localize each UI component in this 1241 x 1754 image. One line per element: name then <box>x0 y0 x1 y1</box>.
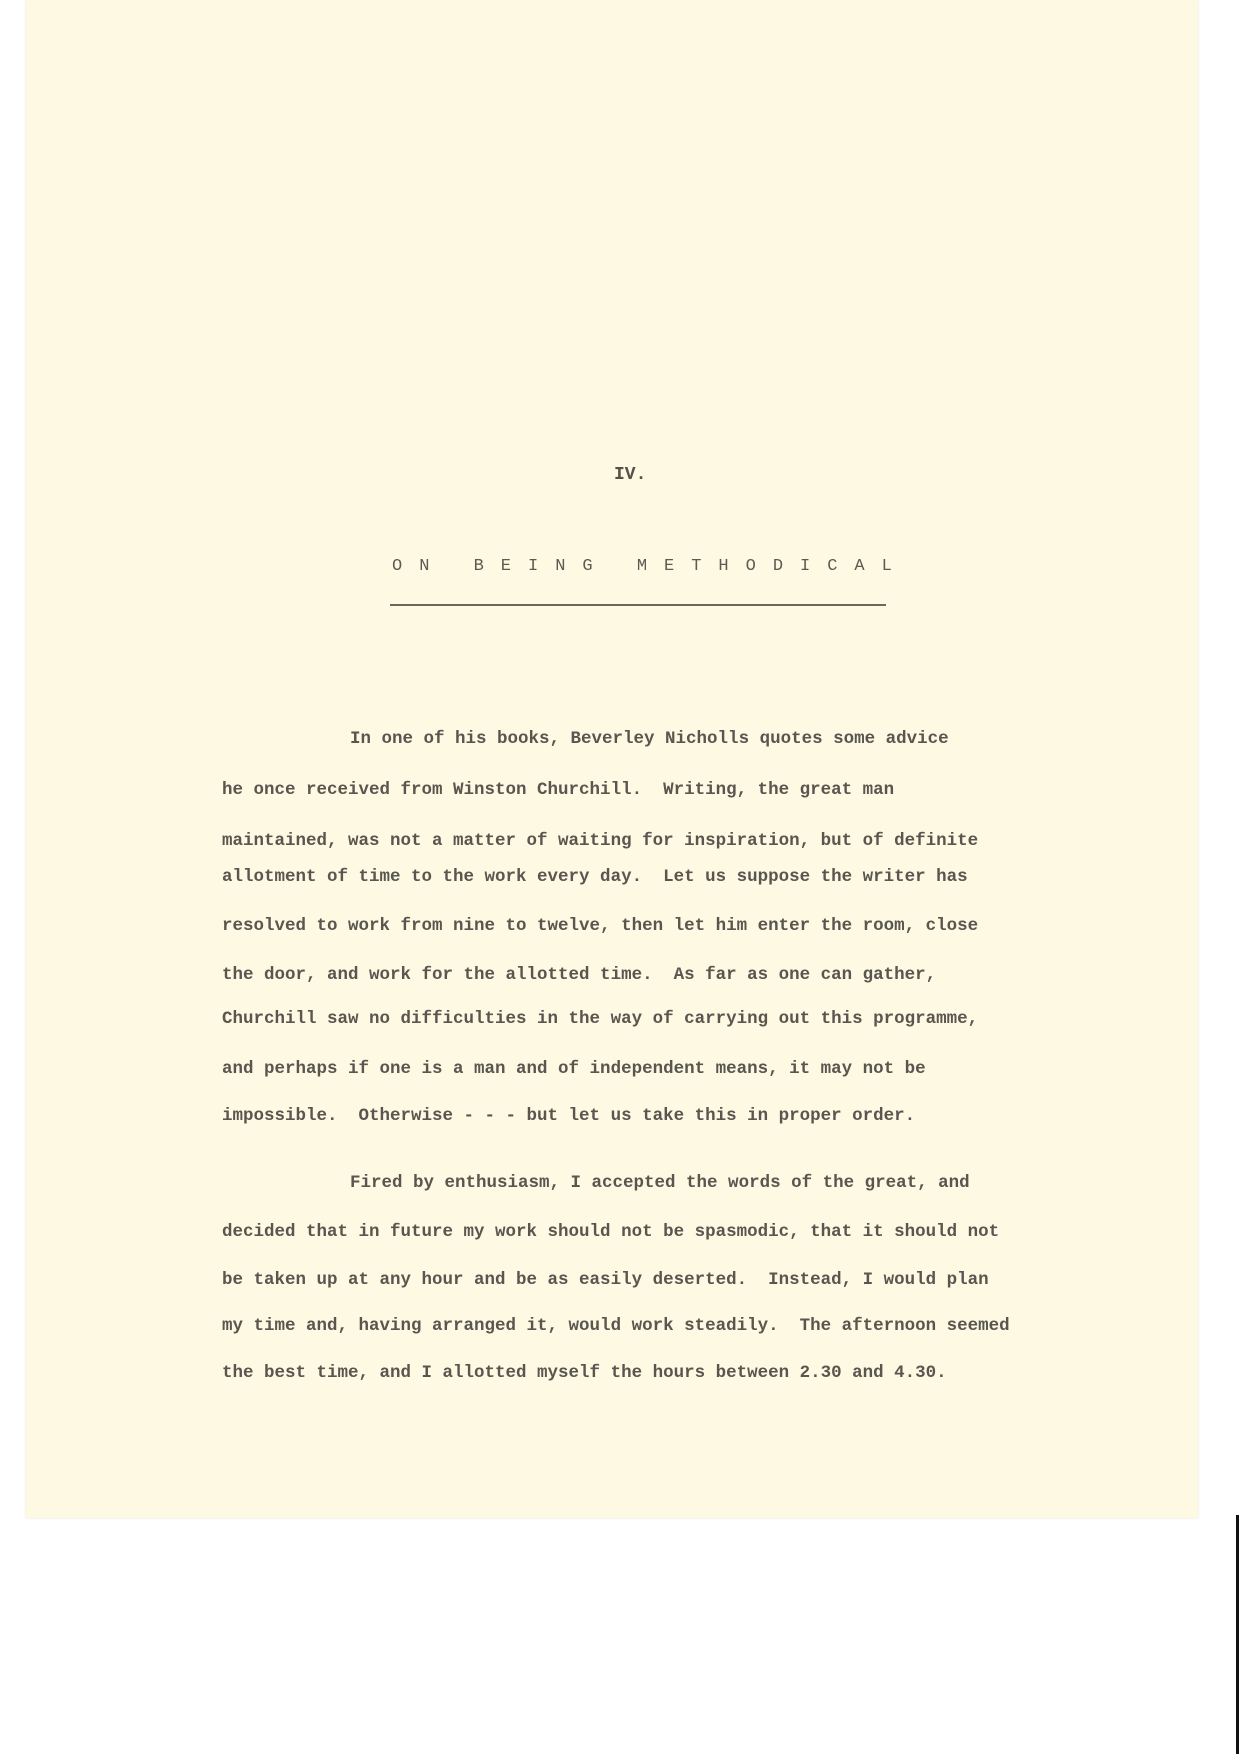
paragraph-line: decided that in future my work should not be spasmodic, that it should not <box>222 1222 1000 1242</box>
paragraph-line: the door, and work for the allotted time. As far as one can gather, <box>222 965 937 985</box>
paragraph-line: be taken up at any hour and be as easily deserted. Instead, I would plan <box>222 1270 989 1290</box>
paragraph-line: and perhaps if one is a man and of independent means, it may not be <box>222 1059 926 1079</box>
paragraph-line: maintained, was not a matter of waiting for inspiration, but of definite <box>222 831 979 851</box>
scan-edge <box>1236 1515 1239 1754</box>
paragraph-line: the best time, and I allotted myself the hours between 2.30 and 4.30. <box>222 1363 947 1383</box>
paragraph-line: In one of his books, Beverley Nicholls quotes some advice <box>350 729 949 749</box>
paragraph-line: Churchill saw no difficulties in the way of carrying out this programme, <box>222 1009 979 1029</box>
paragraph-line: resolved to work from nine to twelve, then let him enter the room, close <box>222 916 979 936</box>
paragraph-line: my time and, having arranged it, would work steadily. The afternoon seemed <box>222 1316 1010 1336</box>
paragraph-line: impossible. Otherwise - - - but let us take this in proper order. <box>222 1106 916 1126</box>
title-underline <box>390 604 886 606</box>
chapter-number: IV. <box>614 465 647 485</box>
paragraph-line: Fired by enthusiasm, I accepted the words of the great, and <box>350 1173 970 1193</box>
paragraph-line: he once received from Winston Churchill. Writing, the great man <box>222 780 895 800</box>
paragraph-line: allotment of time to the work every day. Let us suppose the writer has <box>222 867 968 887</box>
chapter-title: ON BEING METHODICAL <box>392 557 909 576</box>
